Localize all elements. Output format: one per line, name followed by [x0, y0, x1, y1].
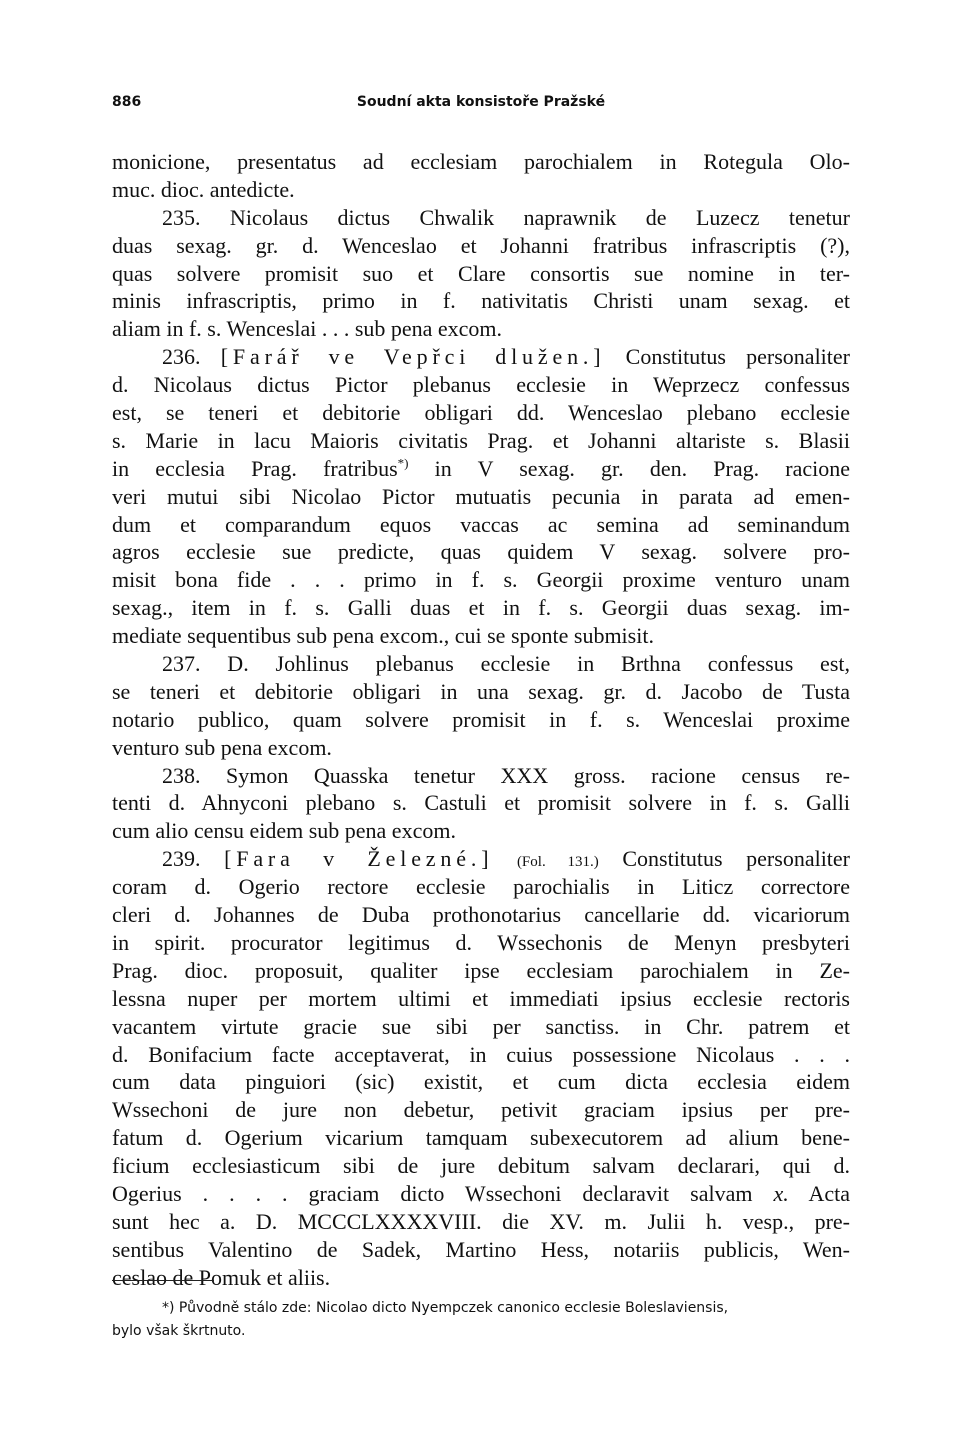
text-line: se teneri et debitorie obligari in una sexag. gr. d. Jacobo de Tusta	[112, 678, 850, 704]
text-line: coram d. Ogerio rectore ecclesie parochialis in Liticz correctore	[112, 874, 850, 900]
entry-239-first-line	[112, 845, 850, 873]
footnote-mark: *)	[397, 455, 409, 471]
text-line: Wssechoni de jure non debetur, petivit graciam ipsius per pre-	[112, 1097, 850, 1123]
text-line: cum data pinguiori (sic) existit, et cum dicta ecclesia eidem	[112, 1069, 850, 1095]
text-line: d. Nicolaus dictus Pictor plebanus ecclesie in Weprzecz confessus	[112, 372, 850, 398]
entry-text: Constitutus personaliter	[622, 846, 851, 872]
text-segment: in V sexag. gr. den. Prag. racione	[434, 455, 851, 481]
text-line	[112, 455, 850, 483]
footnote-line: bylo však škrtnuto.	[112, 1323, 246, 1339]
entry-number: 236.	[162, 344, 201, 370]
footnote	[112, 1297, 850, 1343]
entry-number: 239.	[162, 846, 201, 872]
text-line: quas solvere promisit suo et Clare consortis sue nomine in ter-	[112, 260, 850, 286]
text-line: ficium ecclesiasticum sibi de jure debitum salvam declarari, qui d.	[112, 1153, 850, 1179]
body-text	[112, 148, 850, 1292]
text-line: venturo sub pena excom.	[112, 734, 332, 760]
text-line: ceslao de Pomuk et aliis.	[112, 1264, 331, 1290]
text-line: in spirit. procurator legitimus d. Wssechonis de Menyn presbyteri	[112, 929, 850, 955]
text-line: dum et comparandum equos vaccas ac semina ad seminandum	[112, 511, 850, 537]
page-header	[112, 94, 850, 118]
text-line: notario publico, quam solvere promisit in f. s. Wenceslai proxime	[112, 706, 850, 732]
text-line: est, se teneri et debitorie obligari dd. Wenceslao plebano ecclesie	[112, 400, 850, 426]
text-line: vacantem virtute gracie sue sibi per sanctiss. in Chr. patrem et	[112, 1013, 850, 1039]
text-line: muc. dioc. antedicte.	[112, 176, 295, 202]
text-line: lessna nuper per mortem ultimi et immediati ipsius ecclesie rectoris	[112, 985, 850, 1011]
text-segment: in ecclesia Prag. fratribus	[112, 455, 398, 481]
entry-235-first-line: 235. Nicolaus dictus Chwalik naprawnik de Luzecz tenetur	[162, 204, 850, 230]
text-line: minis infrascriptis, primo in f. nativitatis Christi unam sexag. et	[112, 288, 850, 314]
text-segment: Ogerius . . . . graciam dicto Wssechoni declaravit salvam	[112, 1180, 753, 1206]
entry-237-first-line: 237. D. Johlinus plebanus ecclesie in Brthna confessus est,	[162, 651, 850, 677]
footnote-line: *) Původně stálo zde: Nicolao dicto Nyempczek canonico ecclesie Boleslaviensis,	[162, 1300, 729, 1316]
text-line: mediate sequentibus sub pena excom., cui se sponte submisit.	[112, 623, 654, 649]
text-line: misit bona fide . . . primo in f. s. Georgii proxime venturo unam	[112, 567, 850, 593]
running-title: Soudní akta konsistoře Pražské	[356, 94, 606, 110]
entry-236-first-line	[112, 343, 850, 371]
folio-reference: (Fol. 131.)	[516, 854, 599, 871]
entry-238-first-line: 238. Symon Quasska tenetur XXX gross. racione census re-	[162, 762, 850, 788]
text-line: cleri d. Johannes de Duba prothonotarius cancellarie dd. vicariorum	[112, 902, 850, 928]
text-line	[112, 1180, 850, 1208]
text-segment: Acta	[808, 1180, 850, 1206]
text-line: duas sexag. gr. d. Wenceslao et Johanni fratribus infrascriptis (?),	[112, 232, 850, 258]
text-line: monicione, presentatus ad ecclesiam parochialem in Rotegula Olo-	[112, 149, 850, 174]
salvam-symbol: x.	[773, 1180, 789, 1206]
entry-heading: [Farář ve Vepřci dlužen.]	[220, 344, 606, 370]
text-line: sexag., item in f. s. Galli duas et in f. s. Georgii duas sexag. im-	[112, 595, 850, 621]
text-line: sunt hec a. D. MCCCLXXXXVIII. die XV. m. Julii h. vesp., pre-	[112, 1208, 850, 1234]
text-line: tenti d. Ahnyconi plebano s. Castuli et promisit solvere in f. s. Galli	[112, 790, 850, 816]
text-line: fatum d. Ogerium vicarium tamquam subexecutorem ad alium bene-	[112, 1125, 850, 1151]
entry-heading: [Fara v Železné.]	[224, 846, 494, 872]
text-line: veri mutui sibi Nicolao Pictor mutuatis pecunia in parata ad emen-	[112, 483, 850, 509]
text-line: sentibus Valentino de Sadek, Martino Hess, notariis publicis, Wen-	[112, 1236, 850, 1262]
text-line: Prag. dioc. proposuit, qualiter ipse ecclesiam parochialem in Ze-	[112, 957, 850, 983]
text-line: cum alio censu eidem sub pena excom.	[112, 818, 456, 844]
text-line: s. Marie in lacu Maioris civitatis Prag. et Johanni altariste s. Blasii	[112, 427, 850, 453]
footnote-divider	[112, 1280, 214, 1281]
page-number: 886	[112, 94, 142, 110]
entry-text: Constitutus personaliter	[625, 344, 850, 370]
text-line: aliam in f. s. Wenceslai . . . sub pena excom.	[112, 316, 503, 342]
text-line: d. Bonifacium facte acceptaverat, in cuius possessione Nicolaus . . .	[112, 1041, 850, 1067]
text-line: agros ecclesie sue predicte, quas quidem V sexag. solvere pro-	[112, 539, 850, 565]
